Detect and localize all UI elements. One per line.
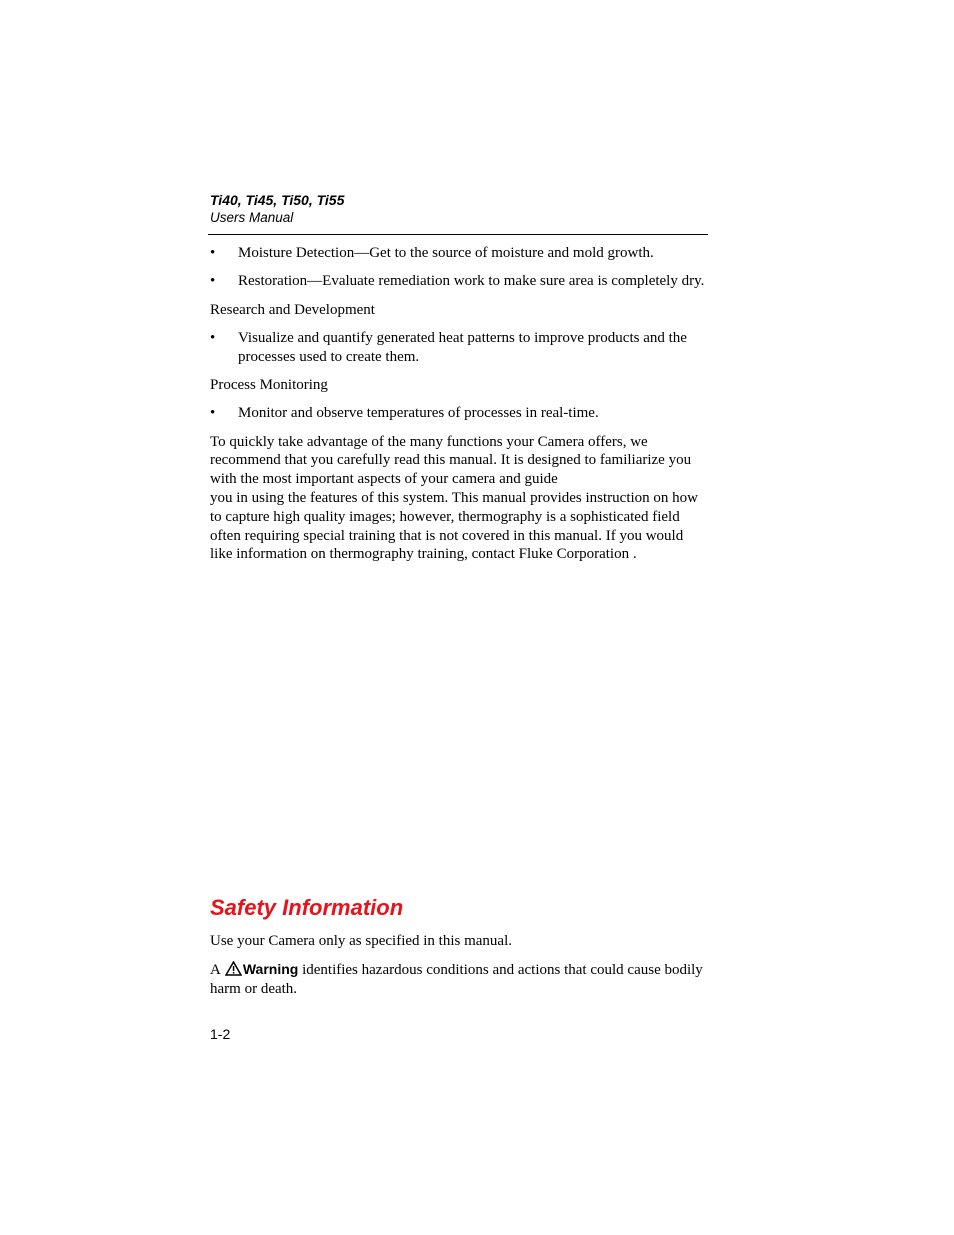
warning-description: identifies hazardous conditions and actions that could cause bodily harm or death. bbox=[210, 962, 703, 998]
warning-definition bbox=[210, 960, 708, 999]
manual-title: Ti40, Ti45, Ti50, Ti55 bbox=[210, 192, 345, 208]
section-title-safety: Safety Information bbox=[210, 895, 404, 920]
list-item bbox=[210, 272, 708, 291]
bullet-marker: • bbox=[210, 273, 216, 290]
warning-prefix: A bbox=[210, 962, 221, 979]
body-content bbox=[210, 244, 708, 574]
manual-subtitle: Users Manual bbox=[210, 210, 294, 225]
list-item bbox=[210, 404, 708, 423]
intro-paragraph bbox=[210, 433, 708, 565]
subheading-process: Process Monitoring bbox=[210, 376, 328, 393]
intro-line-a: To quickly take advantage of the many functions your Camera offers, we recommend that you carefully read this manual. It is designed to familiarize you with the most important aspects of your camera and guide bbox=[210, 433, 692, 488]
safety-content bbox=[210, 932, 708, 1008]
bullet-marker: • bbox=[210, 245, 216, 261]
page-number: 1-2 bbox=[210, 1026, 231, 1042]
list-item-text: Restoration—Evaluate remediation work to make sure area is completely dry. bbox=[238, 273, 705, 290]
safety-usage-note: Use your Camera only as specified in this manual. bbox=[210, 933, 513, 949]
warning-word: Warning bbox=[242, 961, 299, 978]
list-item bbox=[210, 329, 708, 367]
bullet-marker: • bbox=[210, 405, 216, 422]
bullet-marker: • bbox=[210, 329, 216, 346]
header-divider bbox=[208, 234, 708, 235]
running-header bbox=[210, 191, 708, 227]
list-item-text: Monitor and observe temperatures of processes in real-time. bbox=[238, 405, 599, 422]
list-item-text: Moisture Detection—Get to the source of moisture and mold growth. bbox=[238, 245, 654, 261]
warning-triangle-icon bbox=[225, 961, 242, 976]
intro-line-b: you in using the features of this system. This manual provides instruction on how to capture high quality images; however, thermography is a sophisticated field often requiring special training that is not covered in this manual. If you would like information on thermography training, contact Fluke Corporation . bbox=[210, 489, 698, 563]
subheading-research: Research and Development bbox=[210, 301, 375, 318]
list-item bbox=[210, 244, 708, 263]
list-item-text: Visualize and quantify generated heat patterns to improve products and the processes used to create them. bbox=[238, 329, 687, 365]
